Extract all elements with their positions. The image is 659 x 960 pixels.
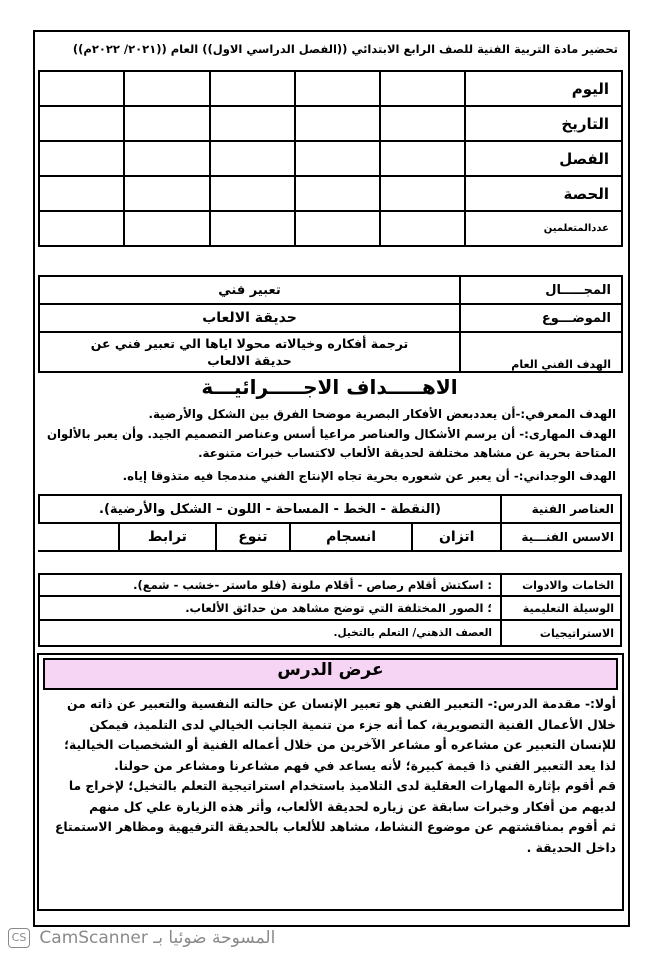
lesson-presentation-title: عرض الدرس [43,658,618,690]
art-elements-value: (النقطة - الخط - المساحة - اللون – الشكل والأرضية). [39,495,501,523]
schedule-table [38,70,623,247]
schedule-cell[interactable] [39,71,124,106]
schedule-cell[interactable] [295,71,380,106]
schedule-cell[interactable] [124,176,209,211]
lesson-paragraph: ثم أقوم بمناقشتهم عن موضوع النشاط، مشاهد للألعاب بالحديقة الترفيهية ومظاهر الاستمتاع داخل الحديقة . [55,820,616,855]
materials-label: الخامات والادوات [501,574,621,596]
schedule-cell[interactable] [380,71,465,106]
topic-value: حديقة الالعاب [39,304,460,332]
schedule-cell[interactable] [124,211,209,246]
schedule-cell[interactable] [295,176,380,211]
camscanner-logo-icon: CS [8,928,30,948]
schedule-cell[interactable] [380,106,465,141]
schedule-cell[interactable] [124,71,209,106]
art-principle-item: تنوع [216,523,290,551]
schedule-cell[interactable] [210,71,295,106]
schedule-cell[interactable] [210,176,295,211]
schedule-cell[interactable] [210,211,295,246]
strategies-label: الاستراتيجيات [501,620,621,646]
schedule-label-class: الفصل [465,141,622,176]
schedule-row-day [39,71,622,106]
field-value: تعبير فني [39,276,460,304]
cognitive-objective: الهدف المعرفي:-أن يعددبعض الأفكار البصرية موضحا الفرق بين الشكل والأرضية. [148,407,616,421]
schedule-label-date: التاريخ [465,106,622,141]
schedule-cell[interactable] [295,141,380,176]
schedule-cell[interactable] [380,176,465,211]
schedule-label-learners: عددالمتعلمين [465,211,622,246]
field-label: المجـــــال [460,276,622,304]
general-goal-label: الهدف الفني العام [460,332,622,372]
general-goal-value: ترجمة أفكاره وخيالاته محولا اياها الي تعبير فني عن حديقة الالعاب [39,332,460,372]
page-header-title: تحضير مادة التربية الفنية للصف الرابع الابتدائي ((الفصل الدراسي الاول)) العام ((٢٠٢١/ ٢٠٢٢م)) [72,42,618,56]
camscanner-watermark-text: CamScanner المسوحة ضوئيا بـ [39,928,276,948]
schedule-row-learners [39,211,622,246]
topic-label: الموضـــوع [460,304,622,332]
schedule-row-period [39,176,622,211]
camscanner-watermark [8,928,275,948]
schedule-cell[interactable] [380,211,465,246]
skill-objective: الهدف المهارى:- أن يرسم الأشكال والعناصر مراعيا أسس وعناصر التصميم الجيد. وأن يعبر بالألوان المتاحة بحرية عن مشاهد مختلفة لحديقة الألعاب لاكتساب خبرات متنوعة. [46,427,616,460]
lesson-presentation-box [37,653,624,911]
schedule-cell[interactable] [124,106,209,141]
schedule-cell[interactable] [39,211,124,246]
schedule-cell[interactable] [295,211,380,246]
schedule-cell[interactable] [124,141,209,176]
schedule-cell[interactable] [295,106,380,141]
art-principles-table [38,522,622,552]
schedule-cell[interactable] [39,176,124,211]
art-principle-item: ترابط [119,523,216,551]
procedural-objectives-title: الاهـــــداف الاجـــــرائيـــة [201,375,458,399]
teaching-aid-label: الوسيلة التعليمية [501,596,621,620]
schedule-cell[interactable] [210,141,295,176]
schedule-cell[interactable] [39,141,124,176]
schedule-row-date [39,106,622,141]
affective-objective: الهدف الوجداني:- أن يعبر عن شعوره بحرية تجاه الإنتاج الفني مندمجا فيه متذوقا إياه. [122,469,616,483]
teaching-aid-value: ؛ الصور المختلفة التي توضح مشاهد من حدائق الألعاب. [39,596,501,620]
schedule-label-period: الحصة [465,176,622,211]
lesson-info-table [38,275,623,373]
art-elements-table [38,494,622,524]
lesson-presentation-body [39,690,622,862]
art-elements-label: العناصر الفنية [501,495,621,523]
strategies-value: العصف الذهني/ التعلم بالتخيل. [39,620,501,646]
schedule-row-class [39,141,622,176]
materials-value: : اسكتش أقلام رصاص - أقلام ملونة (فلو ماستر -خشب - شمع). [39,574,501,596]
schedule-cell[interactable] [380,141,465,176]
art-principle-item: انسجام [290,523,413,551]
schedule-cell[interactable] [39,106,124,141]
resources-table [38,573,622,647]
schedule-cell[interactable] [210,106,295,141]
schedule-label-day: اليوم [465,71,622,106]
art-principles-label: الاسس الفنـــية [501,523,621,551]
lesson-paragraph: أولا:- مقدمة الدرس:- التعبير الفني هو تعبير الإنسان عن حالته النفسية والتعبير عن ذاته من خلال الأعمال الفنية التصويرية، كما أنه جزء من تنمية الجانب الخيالي لدى التلميذ، فيمكن للإنسان التعبير عن مشاعره أو مشاعر الآخرين من خلال أعماله الفنية أو الشخصيات الخيالية؛ لذا يعد التعبير الفني ذا قيمة كبيرة؛ لأنه يساعد في فهم مشاعرنا ومشاعر من حولنا. [64,697,616,773]
lesson-paragraph: قم أقوم بإثارة المهارات العقلية لدى التلاميذ باستخدام استراتيجية التعلم بالتخيل؛ لإخراج ما لديهم من أفكار وخبرات سابقة عن زياره لحديقة الألعاب، وأثر هذه الزيارة علي كل منهم [68,779,616,814]
page-frame [33,30,630,927]
art-principle-item: اتزان [412,523,501,551]
